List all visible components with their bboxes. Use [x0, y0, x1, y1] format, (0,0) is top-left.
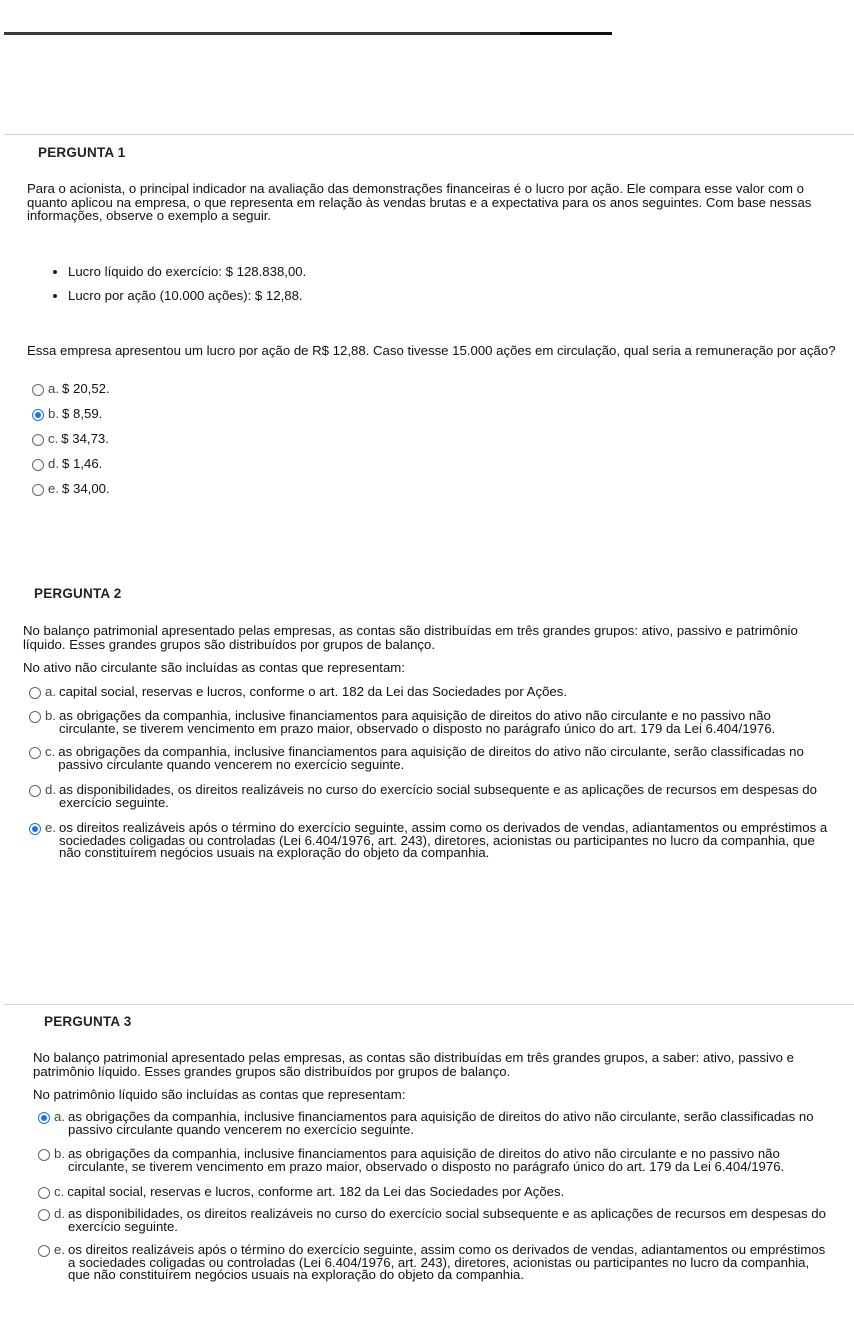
option-text: as obrigações da companhia, inclusive financiamentos para aquisição de direitos do ativo não circulante e no passivo não circulante, se tiverem vencimento em prazo maior, observado o disposto no parágrafo único do art. 179 da Lei 6.404/1976.: [59, 708, 776, 736]
option-letter: a.: [48, 381, 59, 396]
option-letter: a.: [54, 1109, 65, 1124]
q1-option-a[interactable]: [32, 383, 822, 396]
q1-option-e[interactable]: [32, 483, 822, 496]
bullet-item: Lucro líquido do exercício: $ 128.838,00.: [50, 264, 810, 288]
question-1-bullets: [50, 264, 810, 312]
radio-button[interactable]: [38, 1209, 50, 1221]
option-letter: c.: [45, 744, 56, 759]
radio-button[interactable]: [38, 1245, 50, 1257]
question-1-intro: Para o acionista, o principal indicador na avaliação das demonstrações financeiras é o lucro por ação. Ele compara esse valor com o quanto aplicou na empresa, o que representa em relação às vendas brutas e a expectativa para os anos seguintes. Com base nessas informações, observe o exemplo a seguir.: [27, 181, 812, 223]
option-text: capital social, reservas e lucros, conforme o art. 182 da Lei das Sociedades por Ações.: [59, 684, 567, 699]
progress-bar-segment: [520, 32, 612, 35]
question-3-prompt: No patrimônio líquido são incluídas as contas que representam:: [33, 1087, 406, 1102]
radio-button-selected[interactable]: [29, 823, 41, 835]
option-letter: b.: [54, 1146, 65, 1161]
option-text: os direitos realizáveis após o término do exercício seguinte, assim como os derivados de vendas, adiantamentos ou empréstimos a sociedades coligadas ou controladas (Lei 6.404/1976, art. 243), diretores, acionistas ou participantes no lucro da companhia, que não constituírem negócios usuais na exploração do objeto da companhia.: [59, 820, 828, 861]
option-letter: c.: [48, 431, 59, 446]
option-text: as obrigações da companhia, inclusive financiamentos para aquisição de direitos do ativo não circulante e no passivo não circulante, se tiverem vencimento em prazo maior, observado o disposto no parágrafo único do art. 179 da Lei 6.404/1976.: [68, 1146, 785, 1174]
radio-button[interactable]: [32, 434, 44, 446]
section-divider: [4, 134, 854, 135]
option-text: os direitos realizáveis após o término do exercício seguinte, assim como os derivados de vendas, adiantamentos ou empréstimos a sociedades coligadas ou controladas (Lei 6.404/1976, art. 243), diretores, acionistas ou participantes no lucro da companhia, que não constituírem negócios usuais na exploração do objeto da companhia.: [68, 1242, 826, 1283]
option-letter: b.: [45, 708, 56, 723]
radio-button[interactable]: [29, 711, 41, 723]
question-2-intro: No balanço patrimonial apresentado pelas empresas, as contas são distribuídas em três grandes grupos: ativo, passivo e patrimônio líquido. Esses grandes grupos são distribuídos por grupos de balanço.: [23, 623, 798, 652]
option-letter: c.: [54, 1184, 65, 1199]
question-1-title: PERGUNTA 1: [38, 145, 126, 160]
radio-button-selected[interactable]: [38, 1112, 50, 1124]
q3-option-a[interactable]: [38, 1111, 828, 1136]
radio-button-selected[interactable]: [32, 409, 44, 421]
option-text: $ 1,46.: [62, 456, 103, 471]
radio-button[interactable]: [29, 785, 41, 797]
q2-option-e[interactable]: [29, 822, 829, 860]
radio-button[interactable]: [29, 687, 41, 699]
radio-button[interactable]: [32, 384, 44, 396]
bullet-item: Lucro por ação (10.000 ações): $ 12,88.: [50, 288, 810, 312]
q2-option-a[interactable]: [29, 686, 829, 699]
question-3-intro: No balanço patrimonial apresentado pelas empresas, as contas são distribuídas em três grandes grupos, a saber: ativo, passivo e patrimônio líquido. Esses grandes grupos são distribuídos por grupos de balanço.: [33, 1050, 794, 1079]
q3-option-b[interactable]: [38, 1148, 828, 1173]
question-2-prompt: No ativo não circulante são incluídas as contas que representam:: [23, 660, 405, 675]
option-letter: d.: [54, 1206, 65, 1221]
option-letter: a.: [45, 684, 56, 699]
option-letter: e.: [54, 1242, 65, 1257]
q1-option-d[interactable]: [32, 458, 822, 471]
q3-option-c[interactable]: [38, 1186, 828, 1199]
q2-option-d[interactable]: [29, 784, 829, 809]
option-letter: e.: [48, 481, 59, 496]
progress-bar: [4, 32, 612, 35]
option-text: capital social, reservas e lucros, conforme art. 182 da Lei das Sociedades por Ações.: [67, 1184, 565, 1199]
question-2-title: PERGUNTA 2: [34, 586, 122, 601]
radio-button[interactable]: [38, 1187, 50, 1199]
q2-option-b[interactable]: [29, 710, 829, 735]
radio-button[interactable]: [32, 459, 44, 471]
section-divider: [4, 1004, 854, 1005]
option-text: $ 34,73.: [61, 431, 109, 446]
q1-option-c[interactable]: [32, 433, 822, 446]
q2-option-c[interactable]: [29, 746, 829, 771]
option-letter: d.: [45, 782, 56, 797]
option-letter: d.: [48, 456, 59, 471]
q1-option-b[interactable]: [32, 408, 822, 421]
option-text: $ 8,59.: [62, 406, 103, 421]
radio-button[interactable]: [32, 484, 44, 496]
question-1-prompt: Essa empresa apresentou um lucro por ação de R$ 12,88. Caso tivesse 15.000 ações em circulação, qual seria a remuneração por ação?: [27, 343, 836, 358]
option-text: as disponibilidades, os direitos realizáveis no curso do exercício social subsequente e as aplicações de recursos em despesas do exercício seguinte.: [68, 1206, 826, 1234]
option-text: as disponibilidades, os direitos realizáveis no curso do exercício social subsequente e as aplicações de recursos em despesas do exercício seguinte.: [59, 782, 817, 810]
option-text: $ 34,00.: [62, 481, 110, 496]
radio-button[interactable]: [38, 1149, 50, 1161]
option-text: as obrigações da companhia, inclusive financiamentos para aquisição de direitos do ativo não circulante, serão classificadas no passivo circulante quando vencerem no exercício seguinte.: [68, 1109, 814, 1137]
question-3-title: PERGUNTA 3: [44, 1014, 132, 1029]
q3-option-e[interactable]: [38, 1244, 828, 1282]
option-letter: e.: [45, 820, 56, 835]
option-text: $ 20,52.: [62, 381, 110, 396]
radio-button[interactable]: [29, 747, 41, 759]
option-letter: b.: [48, 406, 59, 421]
option-text: as obrigações da companhia, inclusive financiamentos para aquisição de direitos do ativo não circulante, serão classificadas no passivo circulante quando vencerem no exercício seguinte.: [58, 744, 804, 772]
q3-option-d[interactable]: [38, 1208, 828, 1233]
